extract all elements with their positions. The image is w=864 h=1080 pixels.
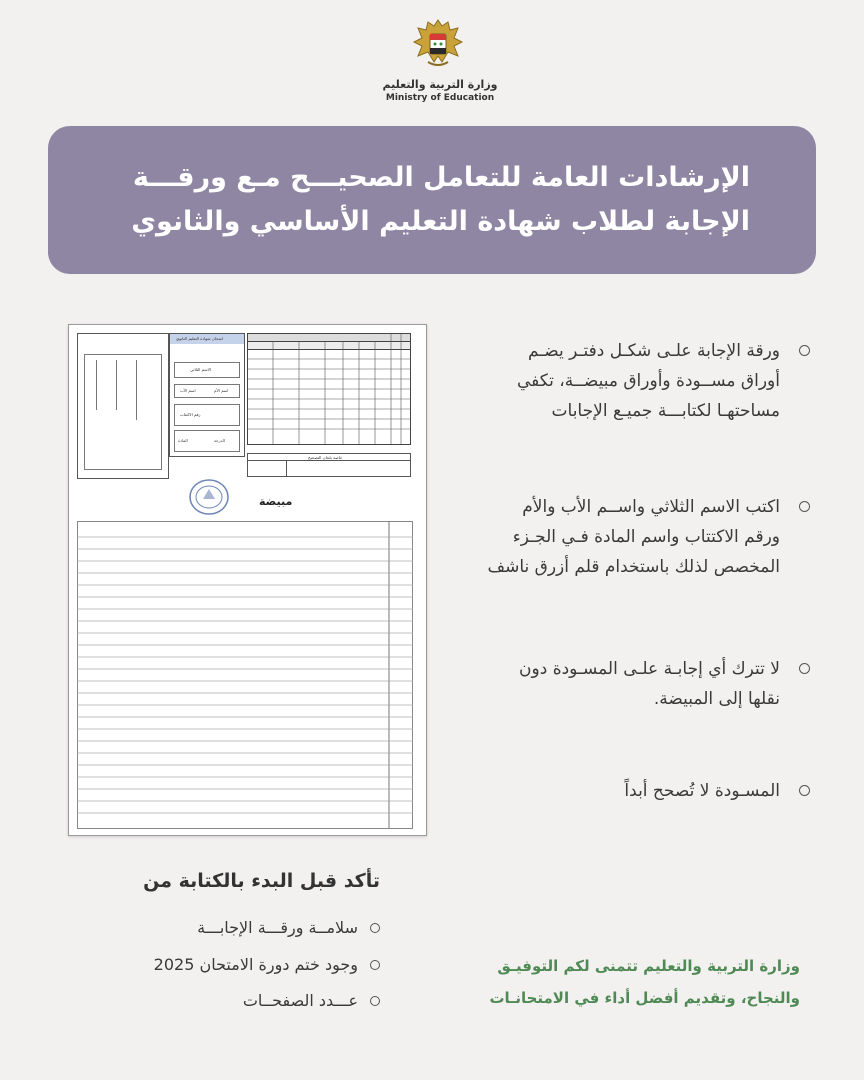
lined-writing-area bbox=[77, 521, 413, 829]
bullet-circle-icon bbox=[799, 785, 810, 796]
guideline-4 bbox=[440, 776, 806, 806]
closing-line-2: والنجاح، وتقديم أفضل أداء في الامتحانـات bbox=[489, 989, 800, 1007]
bullet-circle-icon bbox=[799, 663, 810, 674]
guideline-2-line-1: اكتب الاسم الثلاثي واســم الأب والأم bbox=[522, 497, 780, 517]
stamp-label: مبيضة bbox=[259, 495, 293, 508]
guideline-3-line-1: لا تترك أي إجابـة علـى المسـودة دون bbox=[519, 659, 780, 679]
closing-line-1: وزارة التربية والتعليم تتمنى لكم التوفيـق bbox=[497, 957, 800, 975]
committee-label: خاصة بلجان التصحيح bbox=[308, 455, 343, 460]
guideline-1-line-2: أوراق مســودة وأوراق مبيضــة، تكفي bbox=[517, 371, 780, 391]
guideline-4-line-1: المسـودة لا تُصحح أبداً bbox=[624, 781, 780, 801]
ministry-name-arabic: وزارة التربية والتعليم bbox=[382, 78, 498, 91]
guideline-3 bbox=[440, 654, 806, 714]
form-header-title: امتحان شهادة التعليم الثانوي bbox=[176, 336, 224, 341]
ministry-emblem-logo bbox=[412, 16, 464, 70]
exam-stamp-icon bbox=[187, 477, 231, 517]
guideline-3-line-2: نقلها إلى المبيضة. bbox=[653, 689, 780, 709]
grading-table bbox=[247, 333, 411, 445]
guideline-1 bbox=[440, 336, 806, 426]
form-label-father: اسم الأب bbox=[180, 388, 196, 393]
bullet-circle-icon bbox=[799, 501, 810, 512]
answer-sheet-image bbox=[68, 324, 427, 836]
bullet-circle-icon bbox=[370, 996, 380, 1006]
bullet-circle-icon bbox=[370, 960, 380, 970]
guideline-2-line-2: ورقم الاكتتاب واسم المادة فـي الجـزء bbox=[512, 527, 780, 547]
ministry-name-english: Ministry of Education bbox=[385, 93, 495, 103]
guideline-1-line-3: مساحتهـا لكتابـــة جميـع الإجابات bbox=[551, 401, 780, 421]
guideline-1-line-1: ورقة الإجابة علـى شكـل دفتـر يضـم bbox=[528, 341, 780, 361]
title-line-2: الإجابة لطلاب شهادة التعليم الأساسي والثانوي bbox=[131, 206, 750, 237]
form-label-grade: الدرجة bbox=[214, 438, 225, 443]
committee-box bbox=[247, 453, 411, 477]
form-label-subject: المادة bbox=[178, 438, 188, 443]
form-label-name: الاسم الثلاثي bbox=[190, 367, 212, 372]
checklist-item-3: عـــدد الصفحــات bbox=[90, 988, 380, 1014]
checklist-title: تأكد قبل البدء بالكتابة من bbox=[143, 870, 380, 892]
title-banner bbox=[48, 126, 816, 274]
form-label-mother: اسم الأم bbox=[214, 388, 229, 393]
guideline-2-line-3: المخصص لذلك باستخدام قلم أزرق ناشف bbox=[487, 557, 780, 577]
closing-message bbox=[440, 950, 800, 1014]
guideline-2 bbox=[440, 492, 806, 582]
checklist-item-1: سلامــة ورقـــة الإجابـــة bbox=[90, 915, 380, 941]
title-line-1: الإرشادات العامة للتعامل الصحيـــح مـع ورقـــة bbox=[132, 162, 750, 193]
student-info-box bbox=[77, 333, 169, 479]
bullet-circle-icon bbox=[799, 345, 810, 356]
checklist-item-2: وجود ختم دورة الامتحان 2025 bbox=[90, 952, 380, 978]
form-label-number: رقم الاكتتاب bbox=[180, 412, 201, 417]
bullet-circle-icon bbox=[370, 923, 380, 933]
student-form-box bbox=[169, 333, 245, 457]
